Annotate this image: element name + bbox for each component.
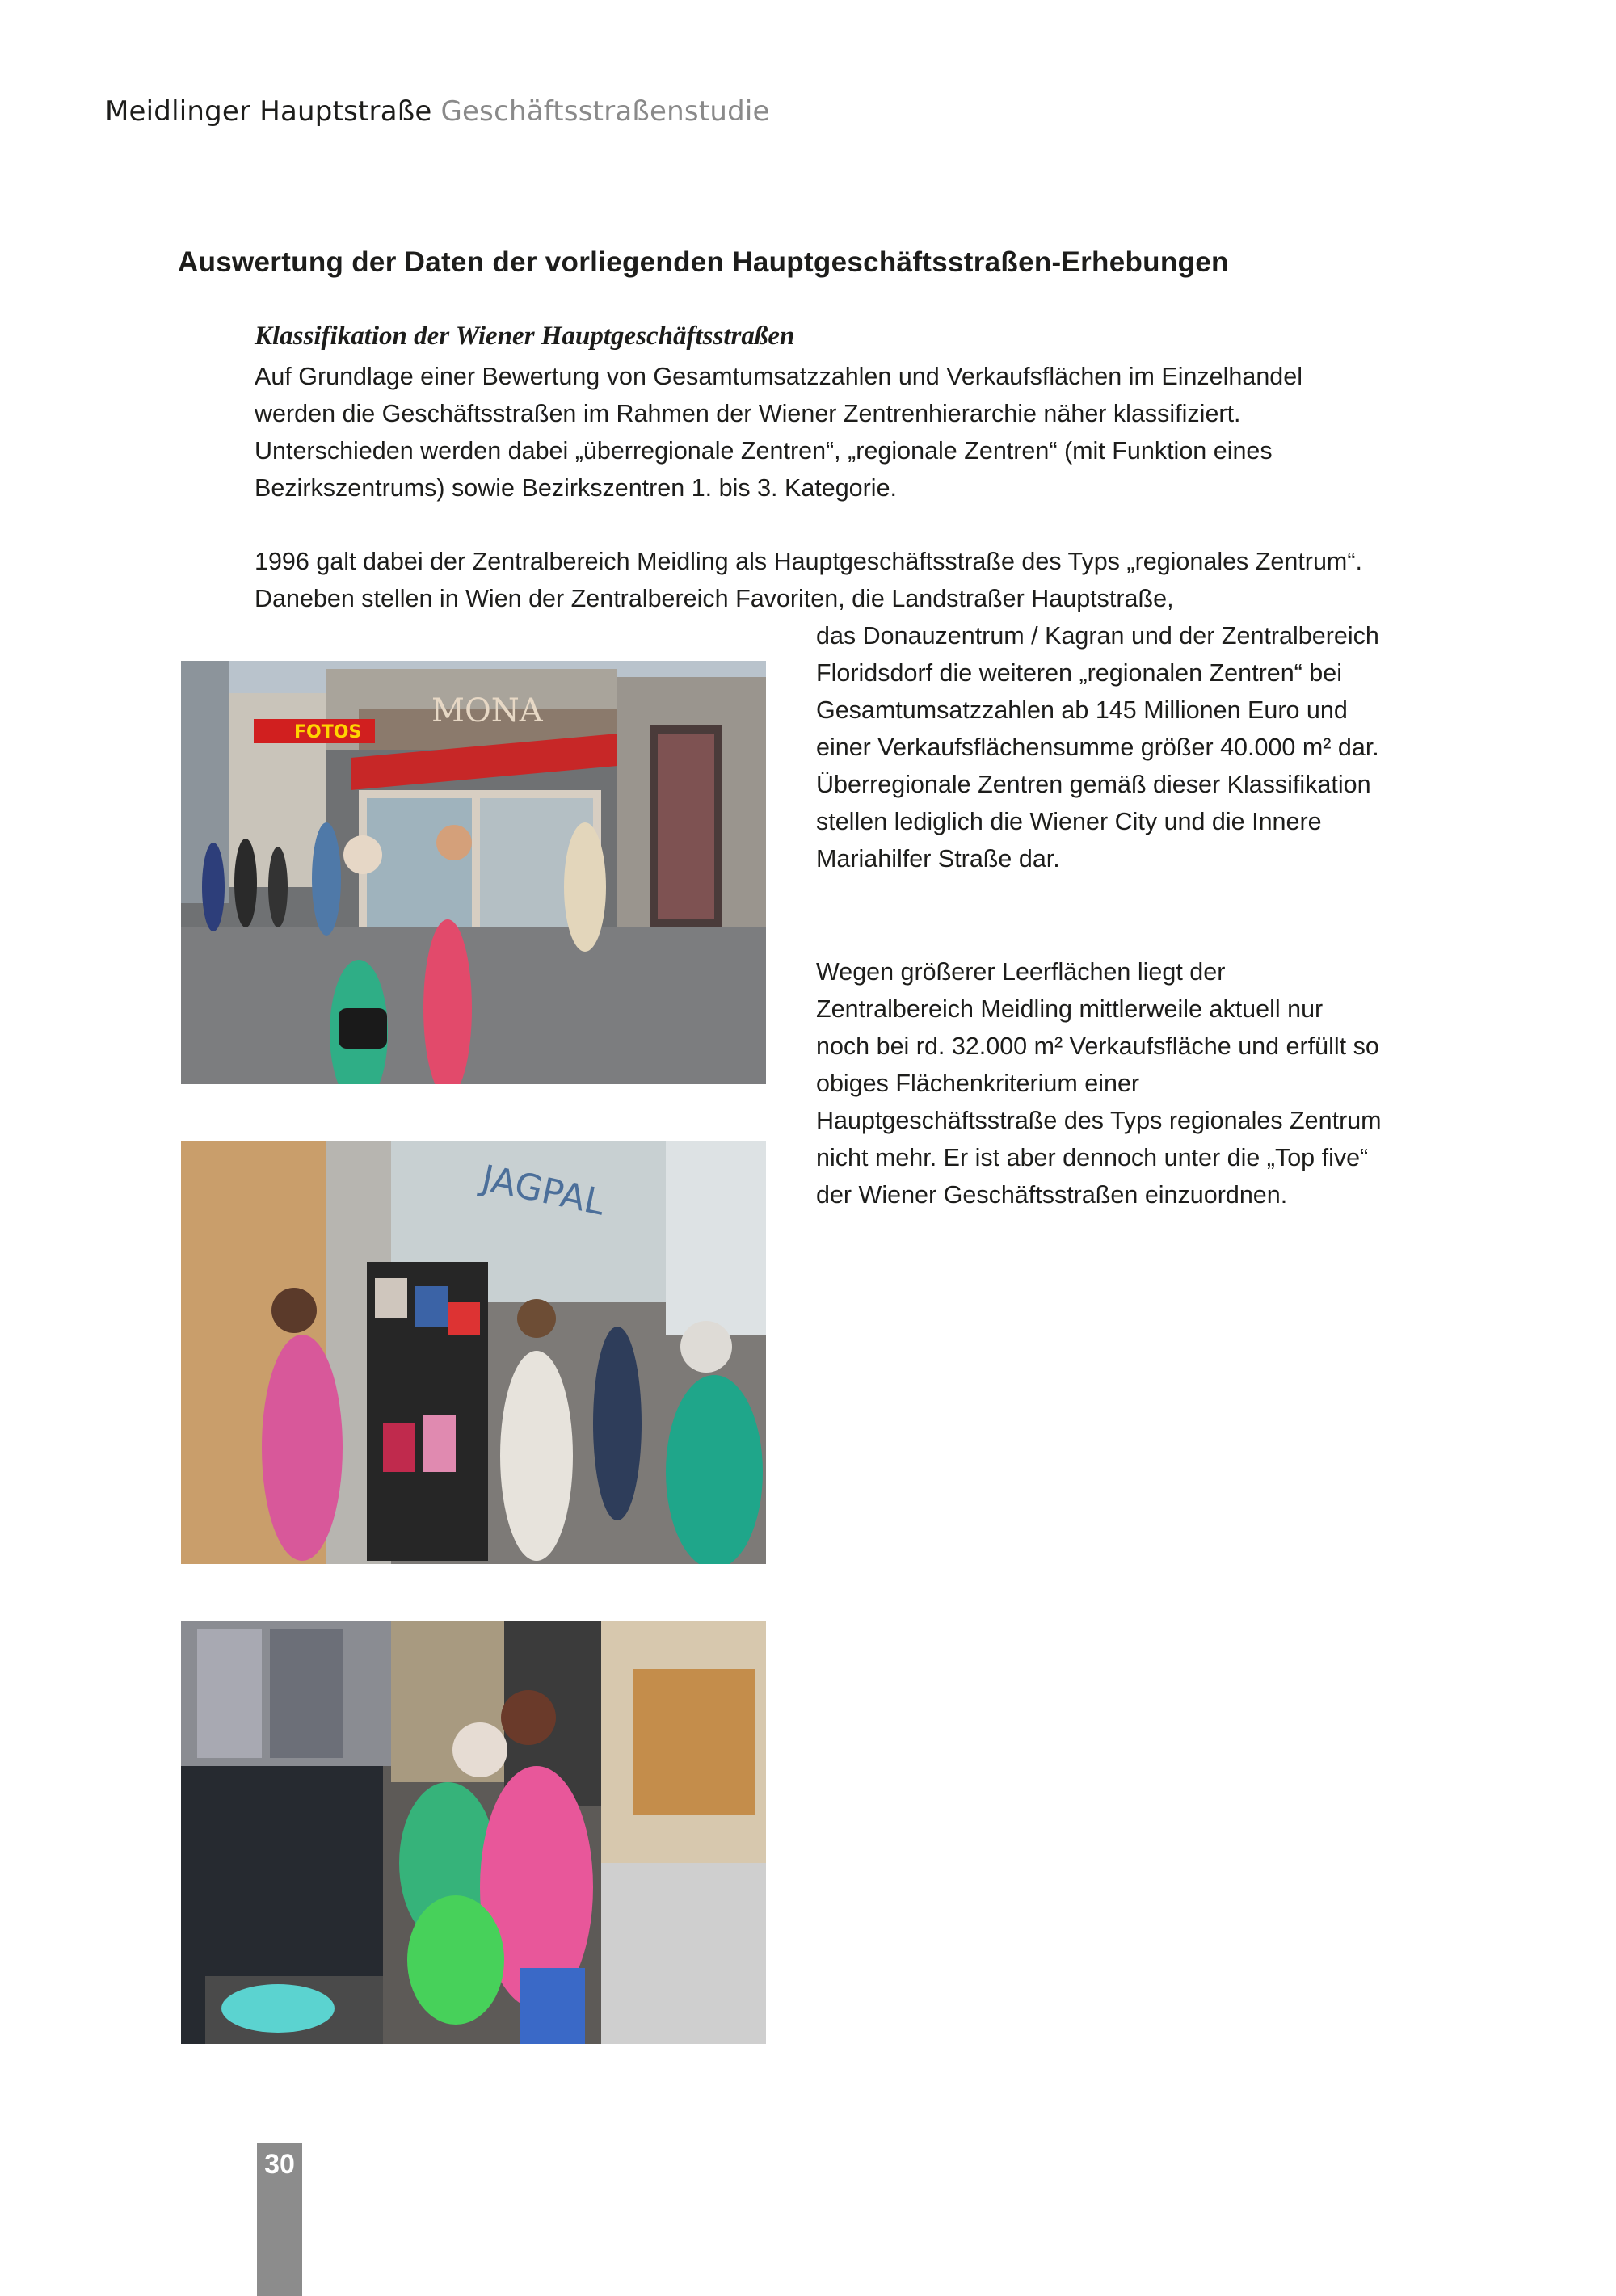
mona-sign: MONA <box>431 692 543 730</box>
street-scene-photo <box>181 661 766 1084</box>
paragraph-classification: Auf Grundlage einer Bewertung von Gesamtumsatzzahlen und Verkaufsflächen im Einzelhandel werden die Geschäftsstraßen im Rahmen der Wiener Zentrenhierarchie näher klassifiziert. Unterschieden werden dabei „überregionale Zentren“, „regionale Zentren“ (mit Funktion eines Bezirkszentrums) sowie Bezirkszentren 1. bis 3. Kategorie. <box>255 363 1303 502</box>
header-subtitle: Geschäftsstraßenstudie <box>440 95 770 128</box>
running-header <box>105 95 770 128</box>
bag-stand-photo <box>181 1141 766 1564</box>
section-heading: Auswertung der Daten der vorliegenden Hauptgeschäftsstraßen-Erhebungen <box>178 246 1229 278</box>
paragraph-1996-intro: 1996 galt dabei der Zentralbereich Meidling als Hauptgeschäftsstraße des Typs „regionales Zentrum“. Daneben stellen in Wien der Zentralbereich Favoriten, die Landstraßer Hauptstraße, <box>255 548 1362 612</box>
header-title: Meidlinger Hauptstraße <box>105 95 432 128</box>
fotos-sign: FOTOS <box>294 722 362 742</box>
paragraph-regional-centers: das Donauzentrum / Kagran und der Zentralbereich Floridsdorf die weiteren „regionalen Zentren“ bei Gesamtumsatzzahlen ab 145 Millionen Euro und einer Verkaufsflächensumme größer 40.000 m² dar. Überregionale Zentren gemäß dieser Klassifikation stellen lediglich die Wiener City und die Innere Mariahilfer Straße dar. <box>816 622 1379 873</box>
clothing-rack-photo <box>181 1621 766 2044</box>
jagpal-sign: JAGPAL <box>478 1157 608 1224</box>
subheading: Klassifikation der Wiener Hauptgeschäftsstraßen <box>255 322 795 351</box>
page-number: 30 <box>264 2149 295 2180</box>
paragraph-meidling-today: Wegen größerer Leerflächen liegt der Zentralbereich Meidling mittlerweile aktuell nur noch bei rd. 32.000 m² Verkaufsfläche und erfüllt so obiges Flächenkriterium einer Hauptgeschäftsstraße des Typs regionales Zentrum nicht mehr. Er ist aber dennoch unter die „Top five“ der Wiener Geschäftsstraßen einzuordnen. <box>816 958 1382 1209</box>
